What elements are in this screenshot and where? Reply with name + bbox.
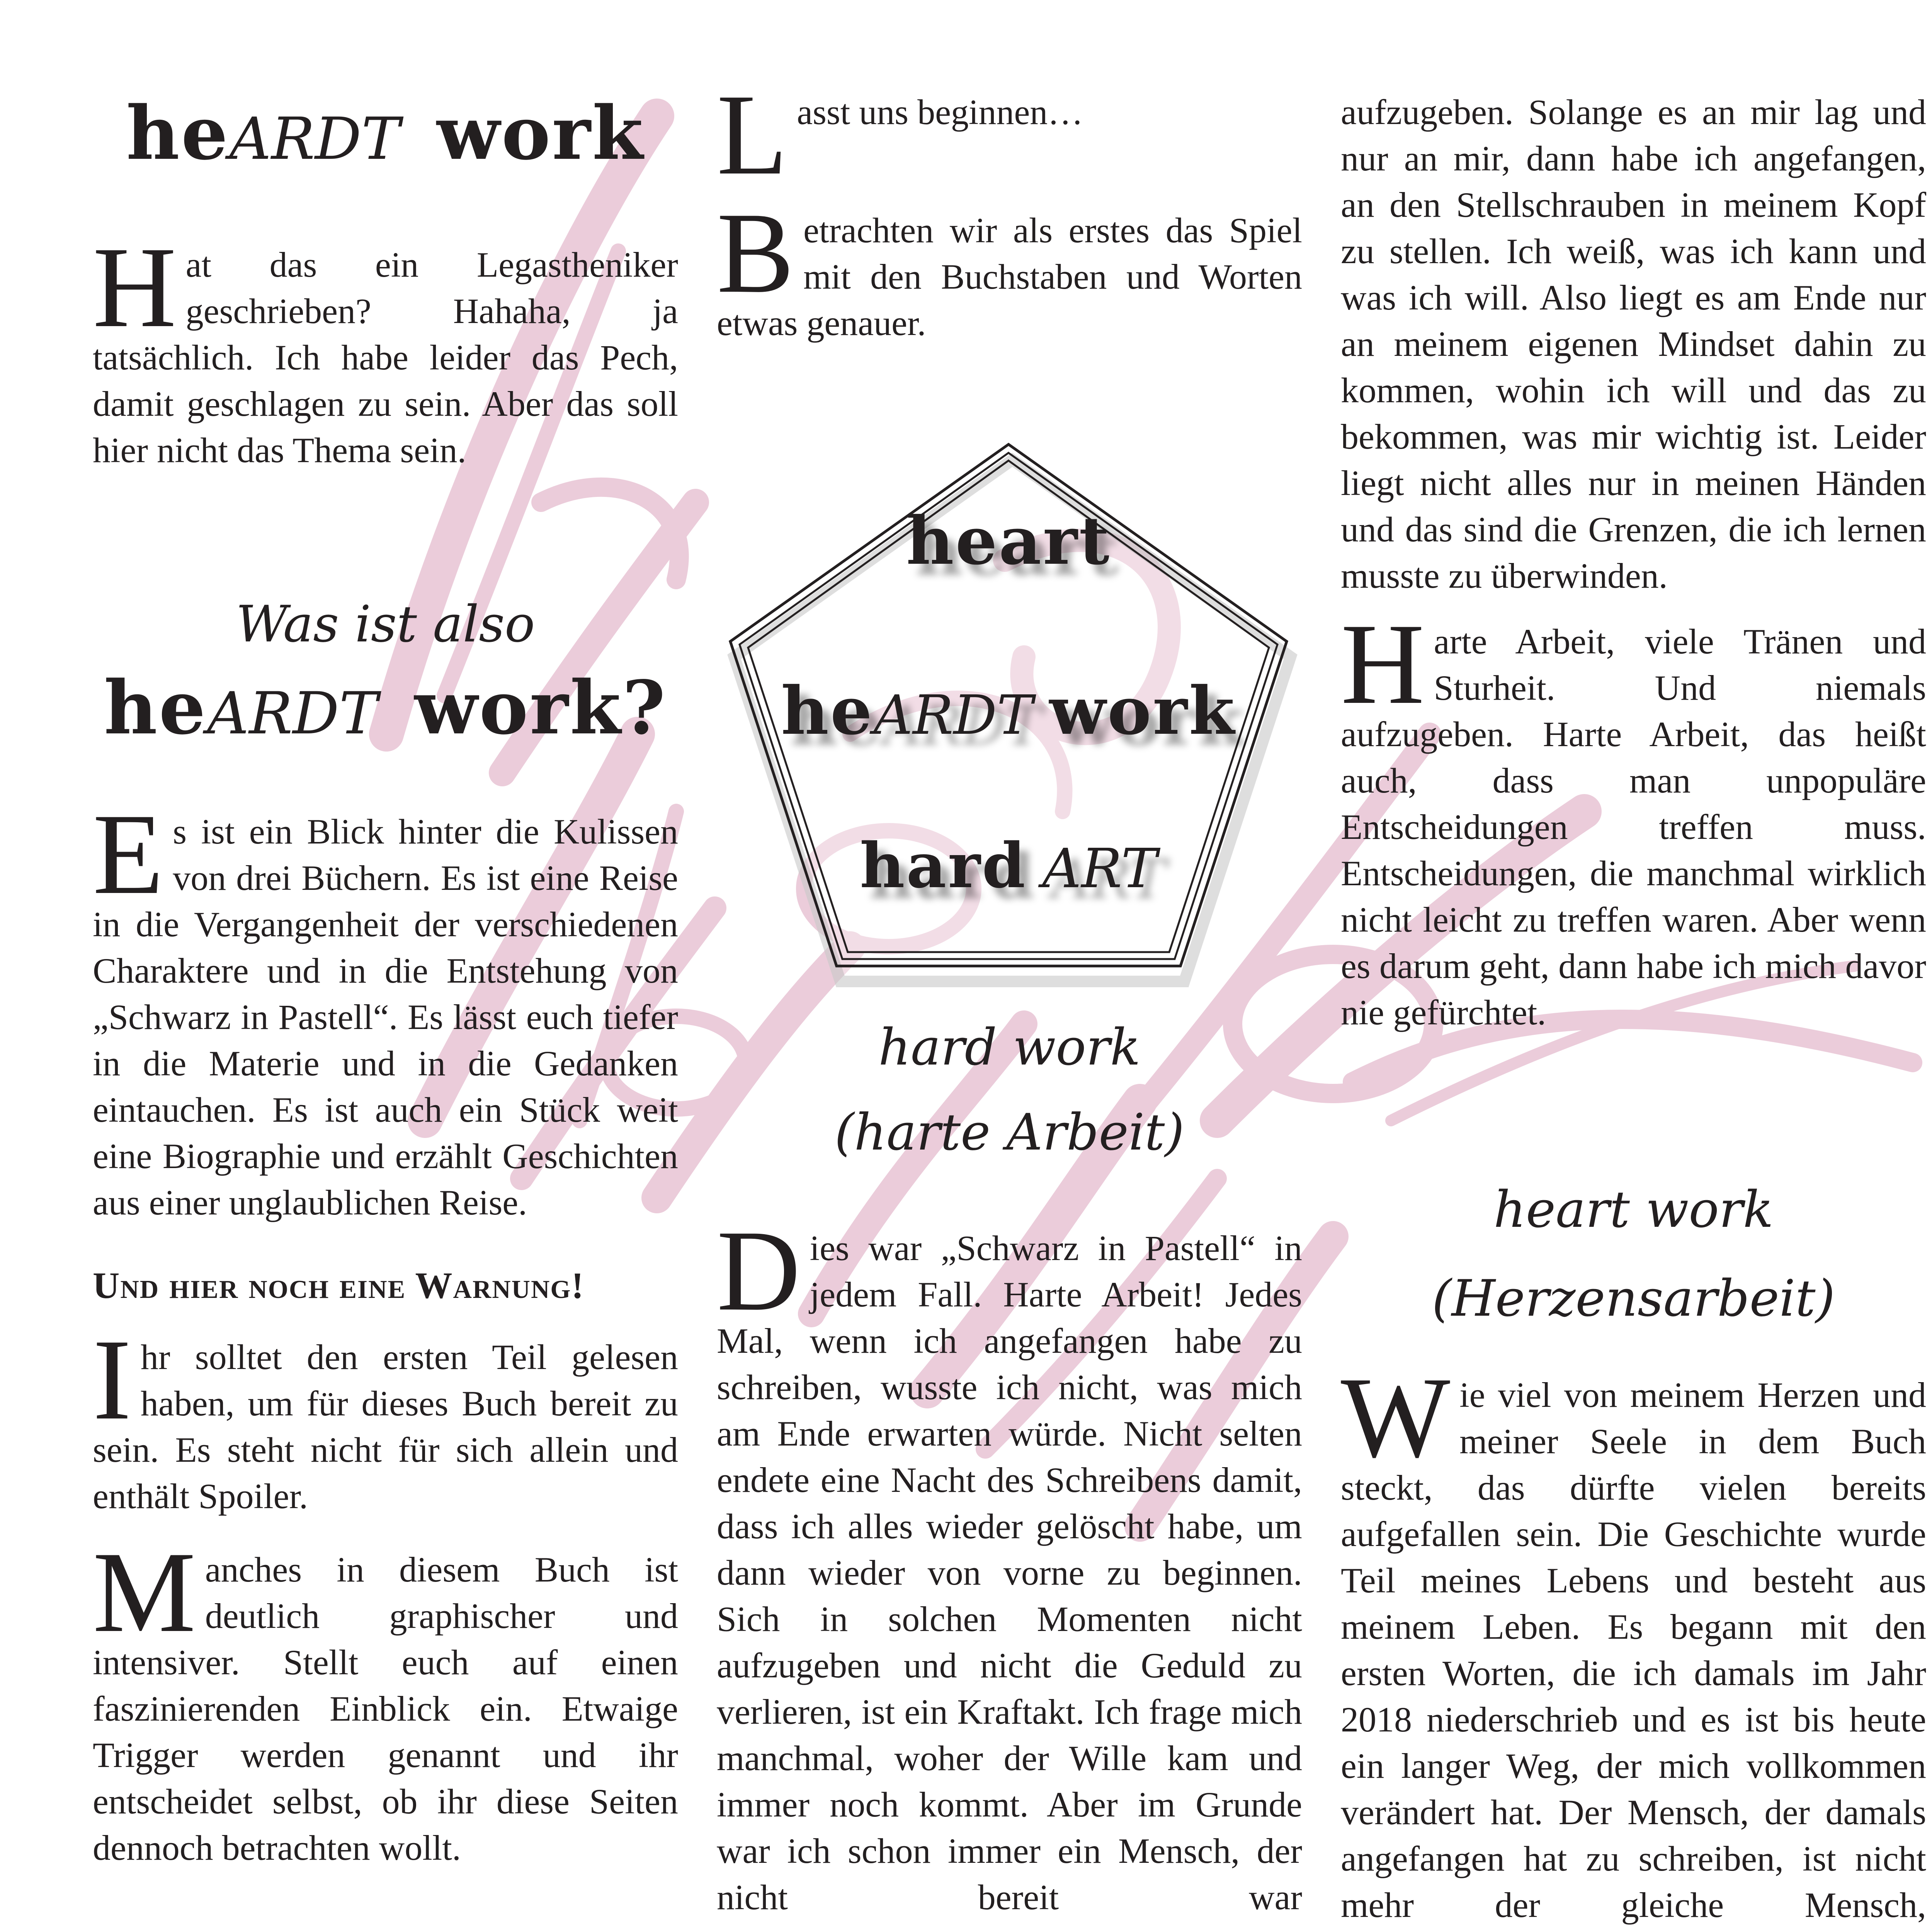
description-paragraph — [93, 790, 678, 1226]
emblem-hard: hard — [860, 829, 1027, 902]
paragraph-text: ie viel von meinem Herzen und meiner Seele in dem Buch steckt, das dürfte vielen bereits aufgefallen sein. Die Geschichte wurde Teil meines Lebens und besteht aus meinem Leben. Es begann mit den ersten Worten, die ich damals im Jahr 2018 niederschrieb und es ist bis heute ein langer Weg, der mich vollkommen verändert hat. Der Mensch, der damals angefangen hat zu schreiben, ist nicht mehr der gleiche Mensch, — [1341, 1375, 1926, 1925]
harte-arbeit-paragraph — [1341, 600, 1926, 1036]
paragraph-text: at das ein Legastheniker geschrieben? Hahaha, ja tatsächlich. Ich habe leider das Pech, damit geschlagen zu sein. Aber das soll hier nicht das Thema sein. — [93, 245, 678, 470]
title-work: work — [437, 90, 645, 176]
drop-cap: I — [93, 1315, 131, 1444]
paragraph-text: hr solltet den ersten Teil gelesen haben, um für dieses Buch bereit zu sein. Es steht nicht für sich allein und enthält Spoiler. — [93, 1337, 678, 1516]
warning-heading: Und hier noch eine Warnung! — [93, 1265, 585, 1306]
trigger-paragraph — [93, 1528, 678, 1871]
herzensarbeit-paragraph — [1341, 1353, 1926, 1928]
heading-script-line: Was ist also — [236, 595, 535, 653]
title-ardt: ARDT — [229, 105, 400, 173]
drop-cap: E — [93, 790, 164, 918]
emblem-hard-art — [723, 827, 1294, 908]
heardt-work-title — [93, 89, 678, 184]
wordplay-paragraph — [717, 189, 1302, 346]
paragraph-text: ies war „Schwarz in Pastell“ in jedem Fall. Harte Arbeit! Jedes Mal, wenn ich angefangen habe zu schreiben, wusste ich nicht, was mich am Ende erwarten würde. Nicht selten endete eine Nacht des Schreibens damit, dass ich alles wieder gelöscht habe, um dann wieder von vorne zu beginnen. Sich in solchen Momenten nicht aufzugeben und nicht die Geduld zu verlieren, ist ein Kraftakt. Ich frage mich manchmal, woher der Wille kam und immer noch kommt. Aber im Grunde war ich schon immer ein Mensch, der nicht bereit war — [717, 1228, 1302, 1917]
heading-ardt: ARDT — [207, 680, 378, 747]
intro-paragraph — [93, 223, 678, 473]
paragraph-text: aufzugeben. Solange es an mir lag und nur an mir, dann habe ich angefangen, an den Stellschrauben in meinem Kopf zu stellen. Ich weiß, was ich kann und was ich will. Also liegt es am Ende nur an meinem eigenen Mindset dahin zu kommen, wohin ich will und das zu bekommen, was mir wichtig ist. Leider liegt nicht alles nur in meinen Händen und das sind die Grenzen, die ich lernen musste zu überwinden. — [1341, 92, 1926, 595]
drop-cap: W — [1341, 1353, 1451, 1481]
emblem-he: he — [781, 672, 874, 750]
heading-heart-work: heart work — [1493, 1180, 1774, 1239]
drop-cap: H — [93, 223, 177, 351]
heading-harte-arbeit: (harte Arbeit) — [834, 1103, 1185, 1162]
paragraph-text: s ist ein Blick hinter die Kulissen von drei Büchern. Es ist eine Reise in die Vergangenheit der verschiedenen Charaktere und in die Entstehung von „Schwarz in Pastell“. Es lässt euch tiefer in die Materie und in die Gedanken eintauchen. Es ist auch ein Stück weit eine Biographie und erzählt Geschichten aus einer unglaublichen Reise. — [93, 812, 678, 1222]
heading-heardt-work-question — [93, 663, 678, 758]
emblem-heart: heart — [906, 502, 1111, 580]
paragraph-text: etrachten wir als erstes das Spiel mit den Buchstaben und Worten etwas genauer. — [717, 211, 1302, 343]
heading-herzensarbeit: (Herzensarbeit) — [1432, 1269, 1835, 1328]
hard-work-paragraph — [717, 1206, 1302, 1920]
drop-cap: M — [93, 1528, 196, 1656]
heading-was-ist-also — [93, 589, 678, 660]
title-he: he — [126, 90, 230, 176]
right-column — [1341, 77, 1926, 1928]
beginning-paragraph — [717, 70, 1302, 199]
heading-he: he — [104, 665, 207, 751]
left-column — [93, 77, 678, 1871]
warning-paragraph — [93, 1315, 678, 1519]
middle-column-lower — [717, 1012, 1302, 1920]
mindset-paragraph — [1341, 89, 1926, 599]
paragraph-text: anches in diesem Buch ist deutlich graphischer und intensiver. Stellt euch auf einen faszinierenden Einblick ein. Etwaige Trigger werden genannt und ihr entscheidet selbst, ob ihr diese Seiten dennoch betrachten wollt. — [93, 1550, 678, 1867]
emblem-work: work — [1049, 672, 1236, 750]
drop-cap: H — [1341, 600, 1425, 728]
heading-work: work? — [414, 665, 667, 751]
drop-cap: L — [717, 70, 788, 199]
paragraph-text: asst uns beginnen… — [797, 92, 1083, 132]
drop-cap: B — [717, 189, 794, 317]
paragraph-text: arte Arbeit, viele Tränen und Sturheit. Und niemals aufzugeben. Harte Arbeit, das heißt auch, dass man unpopuläre Entscheidungen treffen muss. Entscheidungen, die manchmal wirklich nicht leicht zu treffen waren. Aber wenn es darum geht, dann habe ich mich davor nie gefürchtet. — [1341, 622, 1926, 1032]
emblem-ardt: ARDT — [874, 684, 1033, 747]
drop-cap: D — [717, 1206, 801, 1335]
emblem-heardt-work — [723, 672, 1294, 754]
heading-hard-work: hard work — [878, 1018, 1141, 1077]
middle-column — [717, 70, 1302, 346]
emblem-art: ART — [1042, 837, 1157, 900]
